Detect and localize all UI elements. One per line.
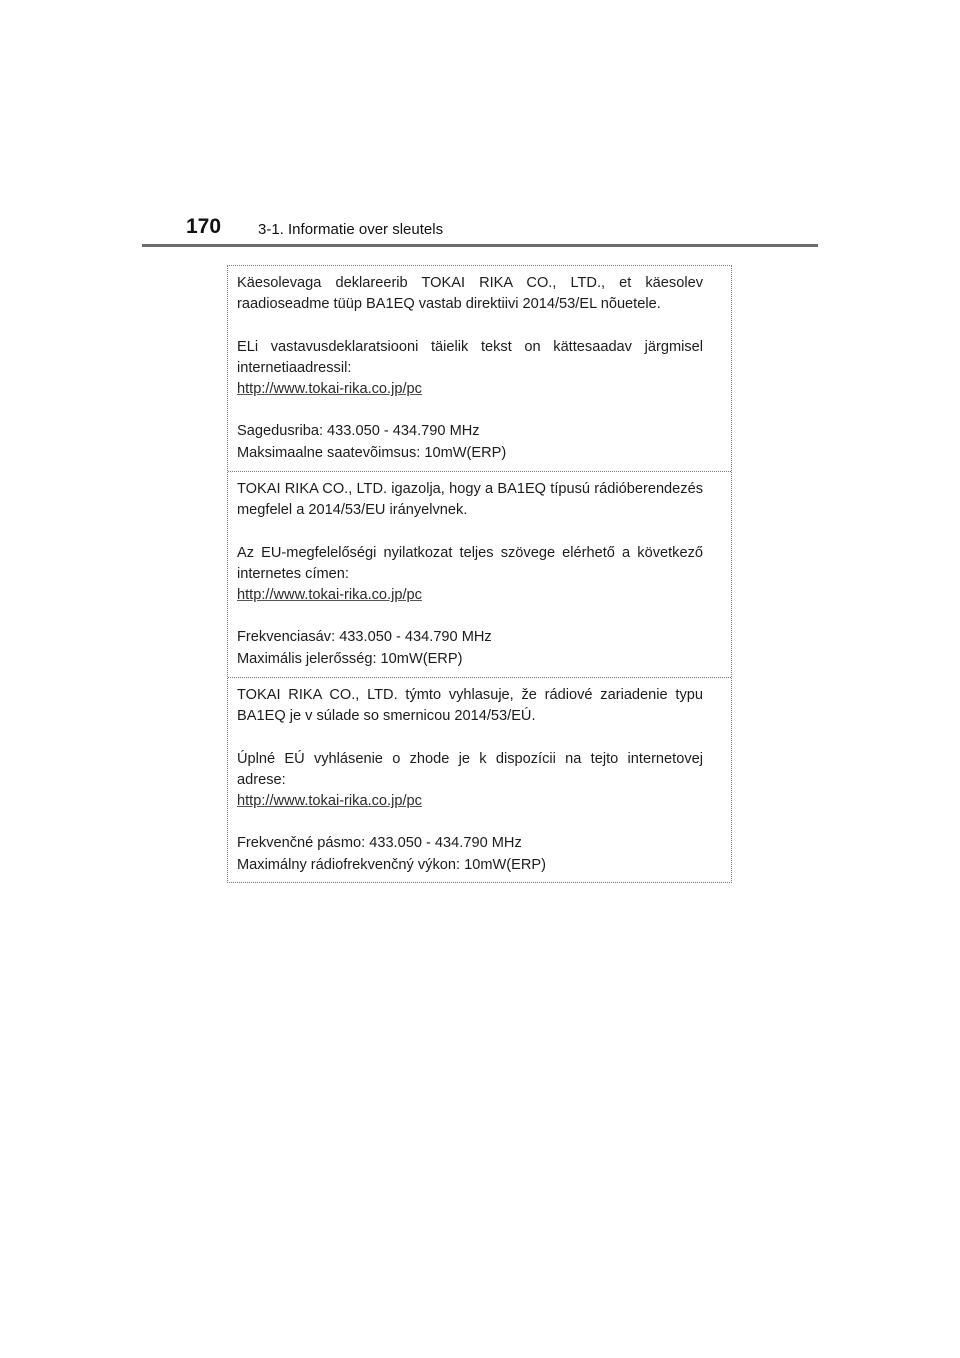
declaration-text: Käesolevaga deklareerib TOKAI RIKA CO., LTD., et käesolev raadioseadme tüüp BA1EQ vastab direktiivi 2014/53/EL nõuetele.	[237, 275, 703, 313]
availability-text: Úplné EÚ vyhlásenie o zhode je k dispozícii na tejto internetovej adrese:	[237, 750, 703, 788]
frequency-band: Sagedusriba: 433.050 - 434.790 MHz	[237, 423, 480, 440]
spacer	[237, 812, 703, 833]
declaration-url-link[interactable]: http://www.tokai-rika.co.jp/pc	[237, 381, 422, 398]
header-rule	[142, 244, 818, 247]
max-power: Maksimaalne saatevõimsus: 10mW(ERP)	[237, 444, 507, 461]
max-power: Maximális jelerősség: 10mW(ERP)	[237, 650, 463, 667]
page-number: 170	[186, 215, 222, 238]
declaration-block-hungarian	[228, 471, 731, 677]
declaration-text: TOKAI RIKA CO., LTD. týmto vyhlasuje, že rádiové zariadenie typu BA1EQ je v súlade so smernicou 2014/53/EÚ.	[237, 687, 703, 725]
declaration-block-estonian	[228, 266, 731, 471]
frequency-band: Frekvenčné pásmo: 433.050 - 434.790 MHz	[237, 835, 522, 852]
declaration-block-slovak	[228, 677, 731, 882]
declaration-url-link[interactable]: http://www.tokai-rika.co.jp/pc	[237, 587, 422, 604]
declaration-text: TOKAI RIKA CO., LTD. igazolja, hogy a BA1EQ típusú rádióberendezés megfelel a 2014/53/EU irányelvnek.	[237, 481, 703, 519]
spacer	[237, 522, 703, 543]
frequency-band: Frekvenciasáv: 433.050 - 434.790 MHz	[237, 629, 492, 646]
spacer	[237, 728, 703, 749]
max-power: Maximálny rádiofrekvenčný výkon: 10mW(ERP)	[237, 856, 546, 873]
availability-text: ELi vastavusdeklaratsiooni täielik tekst on kättesaadav järgmisel internetiaadressil:	[237, 338, 703, 376]
spacer	[237, 400, 703, 421]
section-title: 3-1. Informatie over sleutels	[258, 221, 444, 238]
declaration-table	[227, 265, 732, 883]
spacer	[237, 606, 703, 627]
declaration-url-link[interactable]: http://www.tokai-rika.co.jp/pc	[237, 793, 422, 810]
spacer	[237, 316, 703, 337]
availability-text: Az EU-megfelelőségi nyilatkozat teljes szövege elérhető a következő internetes címen:	[237, 544, 703, 582]
